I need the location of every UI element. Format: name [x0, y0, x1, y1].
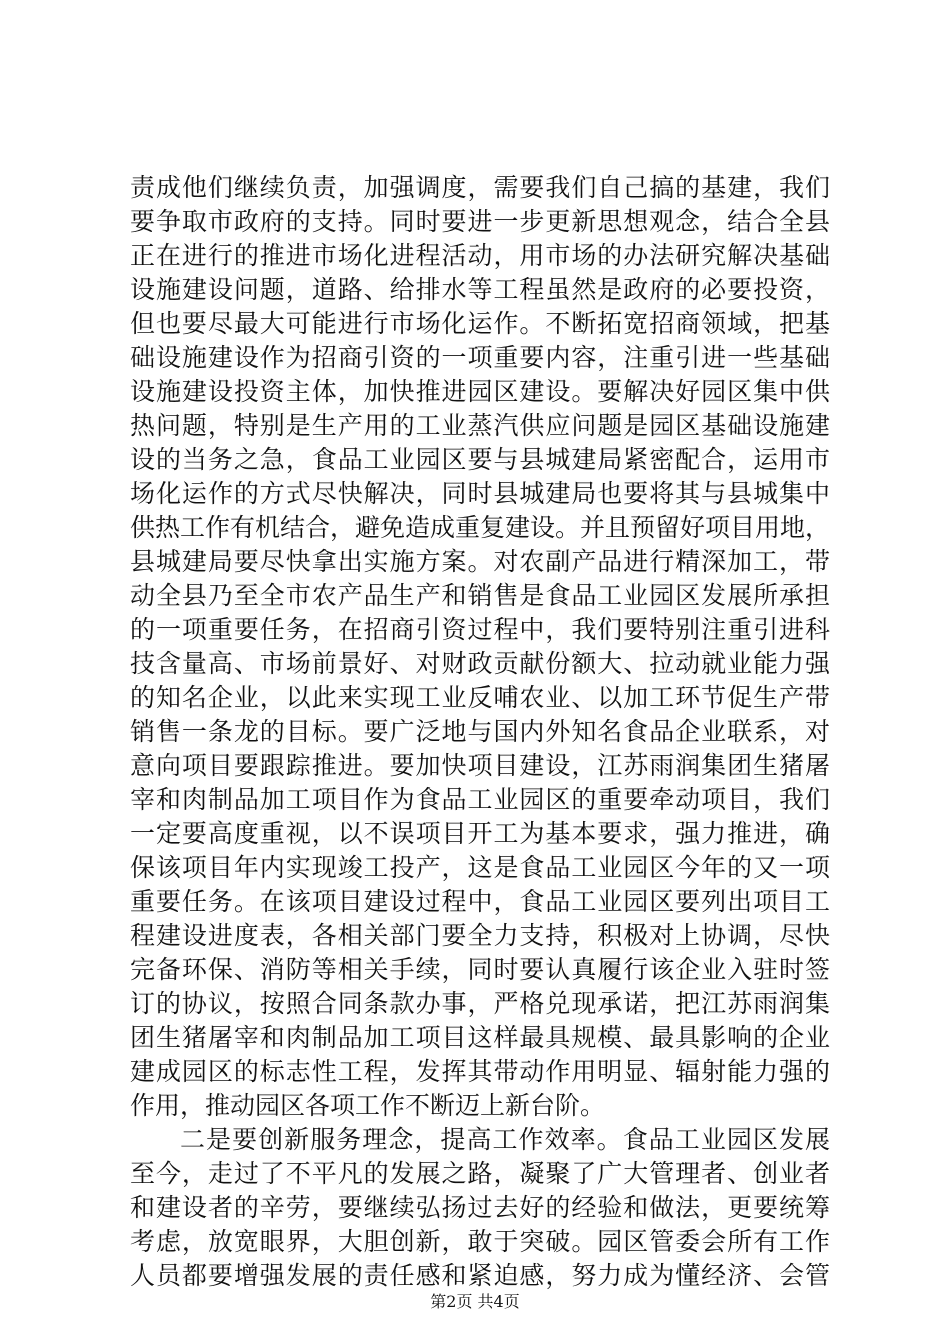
- text-line: 热问题，特别是生产用的工业蒸汽供应问题是园区基础设施建: [130, 411, 830, 440]
- text-line: 宰和肉制品加工项目作为食品工业园区的重要牵动项目，我们: [130, 785, 830, 814]
- text-line: 但也要尽最大可能进行市场化运作。不断拓宽招商领域，把基: [130, 309, 830, 338]
- text-line: 和建设者的辛劳，要继续弘扬过去好的经验和做法，更要统筹: [130, 1193, 830, 1222]
- text-line: 的一项重要任务，在招商引资过程中，我们要特别注重引进科: [130, 615, 830, 644]
- text-line: 供热工作有机结合，避免造成重复建设。并且预留好项目用地，: [130, 513, 831, 542]
- text-line: 场化运作的方式尽快解决，同时县城建局也要将其与县城集中: [130, 479, 830, 508]
- text-line: 订的协议，按照合同条款办事，严格兑现承诺，把江苏雨润集: [130, 989, 830, 1018]
- text-line: 正在进行的推进市场化进程活动，用市场的办法研究解决基础: [130, 241, 830, 270]
- text-line: 设的当务之急，食品工业园区要与县城建局紧密配合，运用市: [130, 445, 830, 474]
- text-line: 人员都要增强发展的责任感和紧迫感，努力成为懂经济、会管: [130, 1261, 830, 1290]
- text-line: 考虑，放宽眼界，大胆创新，敢于突破。园区管委会所有工作: [130, 1227, 830, 1256]
- text-line: 保该项目年内实现竣工投产，这是食品工业园区今年的又一项: [130, 853, 830, 882]
- body-text: [130, 171, 830, 1293]
- text-line: 责成他们继续负责，加强调度，需要我们自己搞的基建，我们: [130, 173, 830, 202]
- text-line: 一定要高度重视，以不误项目开工为基本要求，强力推进，确: [130, 819, 830, 848]
- text-line: 要争取市政府的支持。同时要进一步更新思想观念，结合全县: [130, 207, 830, 236]
- text-line: 团生猪屠宰和肉制品加工项目这样最具规模、最具影响的企业: [130, 1023, 830, 1052]
- page-number-label: 第2页 共4页: [430, 1292, 520, 1311]
- text-line: 县城建局要尽快拿出实施方案。对农副产品进行精深加工，带: [130, 547, 830, 576]
- text-line: 重要任务。在该项目建设过程中，食品工业园区要列出项目工: [130, 887, 830, 916]
- text-line: 程建设进度表，各相关部门要全力支持，积极对上协调，尽快: [130, 921, 830, 950]
- text-line: 至今，走过了不平凡的发展之路，凝聚了广大管理者、创业者: [130, 1159, 830, 1188]
- text-line: 设施建设问题，道路、给排水等工程虽然是政府的必要投资，: [130, 275, 830, 304]
- text-line: 设施建设投资主体，加快推进园区建设。要解决好园区集中供: [130, 377, 830, 406]
- text-line: 的知名企业，以此来实现工业反哺农业、以加工环节促生产带: [130, 683, 830, 712]
- text-line: 销售一条龙的目标。要广泛地与国内外知名食品企业联系，对: [130, 717, 830, 746]
- text-line: 技含量高、市场前景好、对财政贡献份额大、拉动就业能力强: [130, 649, 830, 678]
- text-line: 意向项目要跟踪推进。要加快项目建设，江苏雨润集团生猪屠: [130, 751, 830, 780]
- text-line: 础设施建设作为招商引资的一项重要内容，注重引进一些基础: [130, 343, 830, 372]
- text-line: 动全县乃至全市农产品生产和销售是食品工业园区发展所承担: [130, 581, 830, 610]
- text-line: 建成园区的标志性工程，发挥其带动作用明显、辐射能力强的: [130, 1057, 830, 1086]
- text-line: 作用，推动园区各项工作不断迈上新台阶。: [130, 1091, 606, 1120]
- paragraph-first-line: 二是要创新服务理念，提高工作效率。食品工业园区发展: [180, 1125, 830, 1154]
- page-footer: [0, 1289, 950, 1312]
- text-line: 完备环保、消防等相关手续，同时要认真履行该企业入驻时签: [130, 955, 830, 984]
